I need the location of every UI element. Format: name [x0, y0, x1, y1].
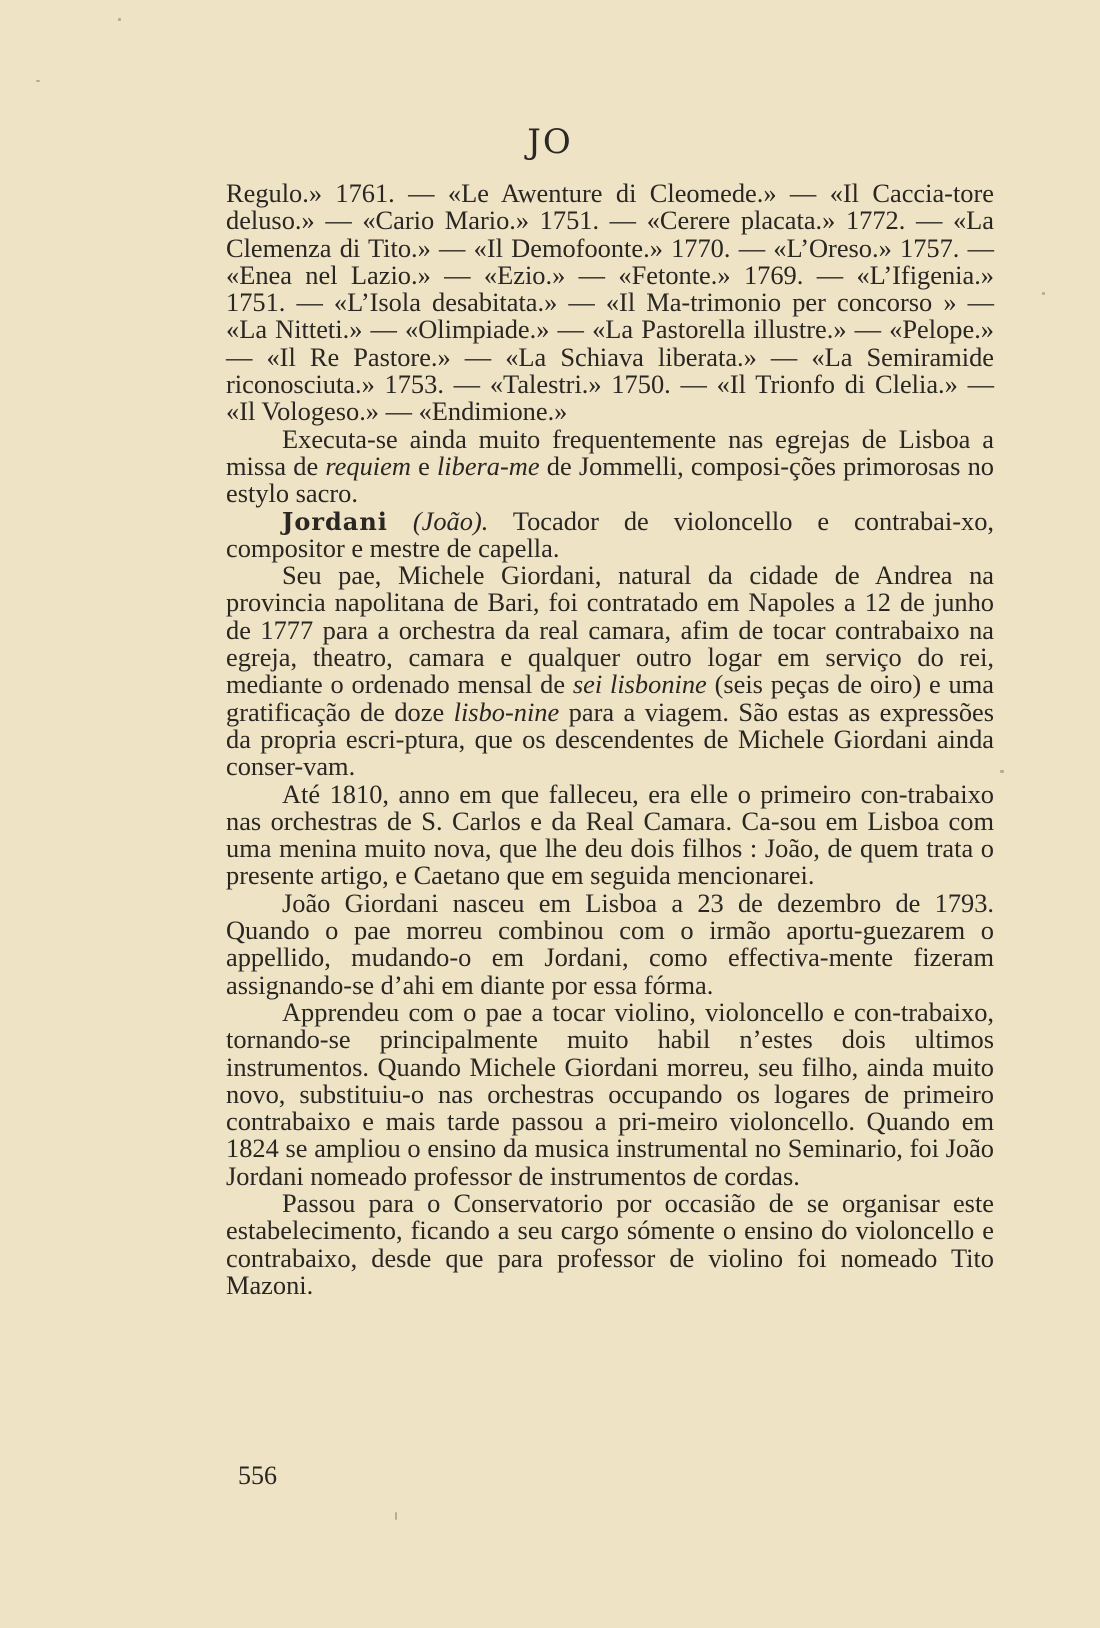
- paragraph: [226, 180, 994, 426]
- paper-speck: [1042, 292, 1045, 295]
- paragraph: [226, 887, 994, 1000]
- entry-headword: Jordani: [282, 506, 388, 536]
- body-text: Executa-se ainda muito frequentemente nas egrejas de Lisboa a missa de: [226, 423, 994, 481]
- italic-text: sei lisbonine: [572, 669, 707, 700]
- paragraph: [226, 778, 994, 891]
- body-text: Seu pae, Michele Giordani, natural da cidade de Andrea na provincia napolitana de Bari, foi contratado em Napoles a 12 de junho de 1777 para a orchestra da real camara, afim de tocar contrabaixo na egreja, theatro, camara e qualquer outro logar em serviço do rei, mediante o ordenado mensal de: [226, 560, 994, 700]
- body-text: Tocador de violoncello e contrabai-xo, compositor e mestre de capella.: [226, 505, 994, 563]
- body-text: Apprendeu com o pae a tocar violino, violoncello e con-trabaixo, tornando-se principalmente muito habil n’estes dois ultimos instrumentos. Quando Michele Giordani morreu, seu filho, ainda muito novo, substituiu-o nas orchestras occupando os logares de primeiro contrabaixo e mais tarde passou a pri-meiro violoncello. Quando em 1824 se ampliou o ensino da musica instrumental no Seminario, foi João Jordani nomeado professor de instrumentos de cordas.: [226, 996, 994, 1191]
- paragraph: [226, 423, 994, 509]
- body-text: [388, 506, 413, 536]
- running-head: JO: [527, 122, 573, 162]
- italic-text: libera-me: [436, 450, 540, 481]
- paragraph: [226, 996, 994, 1191]
- body-text: para a viagem. São estas as expressões da propria escri-ptura, que os descendentes de Michele Giordani ainda conser-vam.: [226, 696, 994, 782]
- article-body: [226, 180, 994, 1299]
- paper-speck: [36, 80, 40, 82]
- body-text: e: [410, 450, 437, 481]
- body-text: Até 1810, anno em que falleceu, era elle o primeiro con-trabaixo nas orchestras de S. Carlos e da Real Camara. Ca-sou em Lisboa com uma menina muito nova, que lhe deu dois filhos : João, de quem trata o presente artigo, e Caetano que em seguida mencionarei.: [226, 778, 994, 891]
- paper-speck: [1000, 770, 1004, 773]
- body-text: (seis peças de oiro) e uma gratificação de doze: [226, 669, 994, 727]
- italic-text: (João).: [412, 505, 489, 536]
- paragraph: [226, 1187, 994, 1300]
- paper-speck: [395, 1512, 397, 1520]
- paragraph: [226, 562, 994, 780]
- italic-text: lisbo-nine: [453, 696, 560, 727]
- body-text: Passou para o Conservatorio por occasião de se organisar este estabelecimento, ficando a seu cargo sómente o ensino do violoncello e contrabaixo, desde que para professor de violino foi nomeado Tito Mazoni.: [226, 1187, 994, 1300]
- body-text: de Jommelli, composi-ções primorosas no estylo sacro.: [226, 450, 994, 509]
- page-number: 556: [238, 1461, 277, 1490]
- body-text: João Giordani nasceu em Lisboa a 23 de dezembro de 1793. Quando o pae morreu combinou com o irmão aportu-guezarem o appellido, mudando-o em Jordani, como effectiva-mente fizeram assignando-se d’ahi em diante por essa fórma.: [226, 887, 994, 1000]
- paragraph: [226, 505, 994, 563]
- body-text: Regulo.» 1761. — «Le Awenture di Cleomede.» — «Il Caccia-tore deluso.» — «Cario Mario.» 1751. — «Cerere placata.» 1772. — «La Clemenza di Tito.» — «Il Demofoonte.» 1770. — «L’Oreso.» 1757. — «Enea nel Lazio.» — «Ezio.» — «Fetonte.» 1769. — «L’Ifigenia.» 1751. — «L’Isola desabitata.» — «Il Ma-trimonio per concorso » — «La Nitteti.» — «Olimpiade.» — «La Pastorella illustre.» — «Pelope.» — «Il Re Pastore.» — «La Schiava liberata.» — «La Semiramide riconosciuta.» 1753. — «Talestri.» 1750. — «Il Trionfo di Clelia.» — «Il Vologeso.» — «Endimione.»: [226, 178, 994, 427]
- italic-text: requiem: [325, 450, 411, 481]
- paper-speck: [118, 18, 121, 21]
